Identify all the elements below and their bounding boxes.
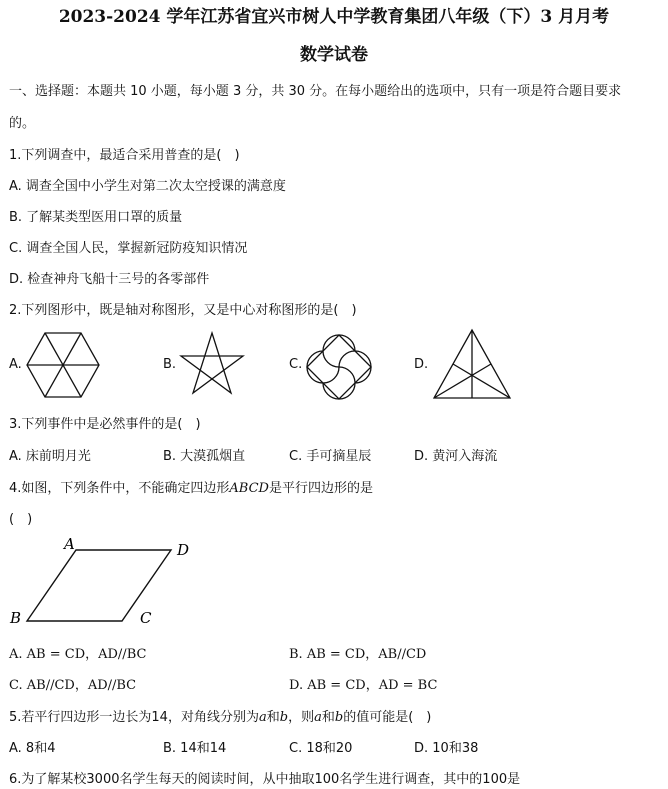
q6-stem: 6.为了解某校3000名学生每天的阅读时间，从中抽取100名学生进行调查，其中的100是: [9, 772, 521, 787]
q1-stem: 1.下列调查中，最适合采用普查的是( ): [9, 148, 240, 163]
q4-option-d: D. AB = CD，AD = BC: [289, 678, 438, 693]
q2-label-b: B.: [163, 357, 177, 372]
section-instructions-cont: 的。: [9, 116, 36, 131]
vertex-label-d: D: [177, 541, 190, 559]
q4-option-c: C. AB//CD，AD//BC: [9, 678, 137, 693]
q5-stem-post: 的值可能是( ): [343, 710, 432, 725]
vertex-label-a: A: [64, 535, 75, 553]
q4-stem-post: 是平行四边形的是: [268, 481, 373, 496]
q4-paren: ( ): [9, 512, 33, 527]
q5-var-b-2: b: [334, 710, 344, 725]
q5-stem-mid: ，则: [288, 710, 315, 725]
vertex-label-b: B: [10, 609, 22, 627]
q1-option-d: D. 检查神舟飞船十三号的各零部件: [9, 272, 210, 287]
q2-label-d: D.: [414, 357, 429, 372]
pinwheel-figure: [305, 333, 373, 401]
q2-label-a: A.: [9, 357, 22, 372]
q1-option-a: A. 调查全国中小学生对第二次太空授课的满意度: [9, 179, 286, 194]
q5-option-b: B. 14和14: [163, 741, 227, 756]
q5-and-2: 和: [321, 710, 335, 725]
q4-stem: [9, 477, 373, 496]
section-instructions: 一、选择题：本题共 10 小题，每小题 3 分，共 30 分。在每小题给出的选项中，只有一项是符合题目要求: [9, 84, 622, 99]
q2-stem: 2.下列图形中，既是轴对称图形，又是中心对称图形的是( ): [9, 303, 357, 318]
q5-option-c: C. 18和20: [289, 741, 353, 756]
q4-option-a: A. AB = CD，AD//BC: [9, 647, 147, 662]
star-figure: [180, 333, 244, 395]
q5-var-a-2: a: [314, 710, 322, 725]
q3-option-d: D. 黄河入海流: [414, 449, 498, 464]
q5-option-a: A. 8和4: [9, 741, 56, 756]
q4-stem-pre: 4.如图，下列条件中，不能确定四边形: [9, 481, 230, 496]
parallelogram-figure: [0, 535, 220, 635]
q5-stem: [9, 706, 431, 725]
vertex-label-c: C: [140, 609, 152, 627]
q5-option-d: D. 10和38: [414, 741, 479, 756]
q4-stem-quad: ABCD: [229, 481, 269, 496]
q1-option-c: C. 调查全国人民，掌握新冠防疫知识情况: [9, 241, 248, 256]
q1-option-b: B. 了解某类型医用口罩的质量: [9, 210, 183, 225]
q5-var-a: a: [258, 710, 267, 725]
q3-option-a: A. 床前明月光: [9, 449, 91, 464]
q5-and-1: 和: [266, 710, 280, 725]
q5-var-b: b: [279, 710, 289, 725]
q2-label-c: C.: [289, 357, 303, 372]
q3-stem: 3.下列事件中是必然事件的是( ): [9, 417, 201, 432]
hexagon-figure: [27, 333, 99, 397]
triangle-figure: [434, 330, 510, 398]
exam-title-line1: 2023-2024 学年江苏省宜兴市树人中学教育集团八年级（下）3 月月考: [58, 7, 610, 27]
q5-stem-pre: 5.若平行四边形一边长为14，对角线分别为: [9, 710, 259, 725]
exam-title-line2: 数学试卷: [300, 45, 368, 65]
q3-option-b: B. 大漠孤烟直: [163, 449, 246, 464]
q4-option-b: B. AB = CD，AB//CD: [289, 647, 427, 662]
q3-option-c: C. 手可摘星辰: [289, 449, 372, 464]
